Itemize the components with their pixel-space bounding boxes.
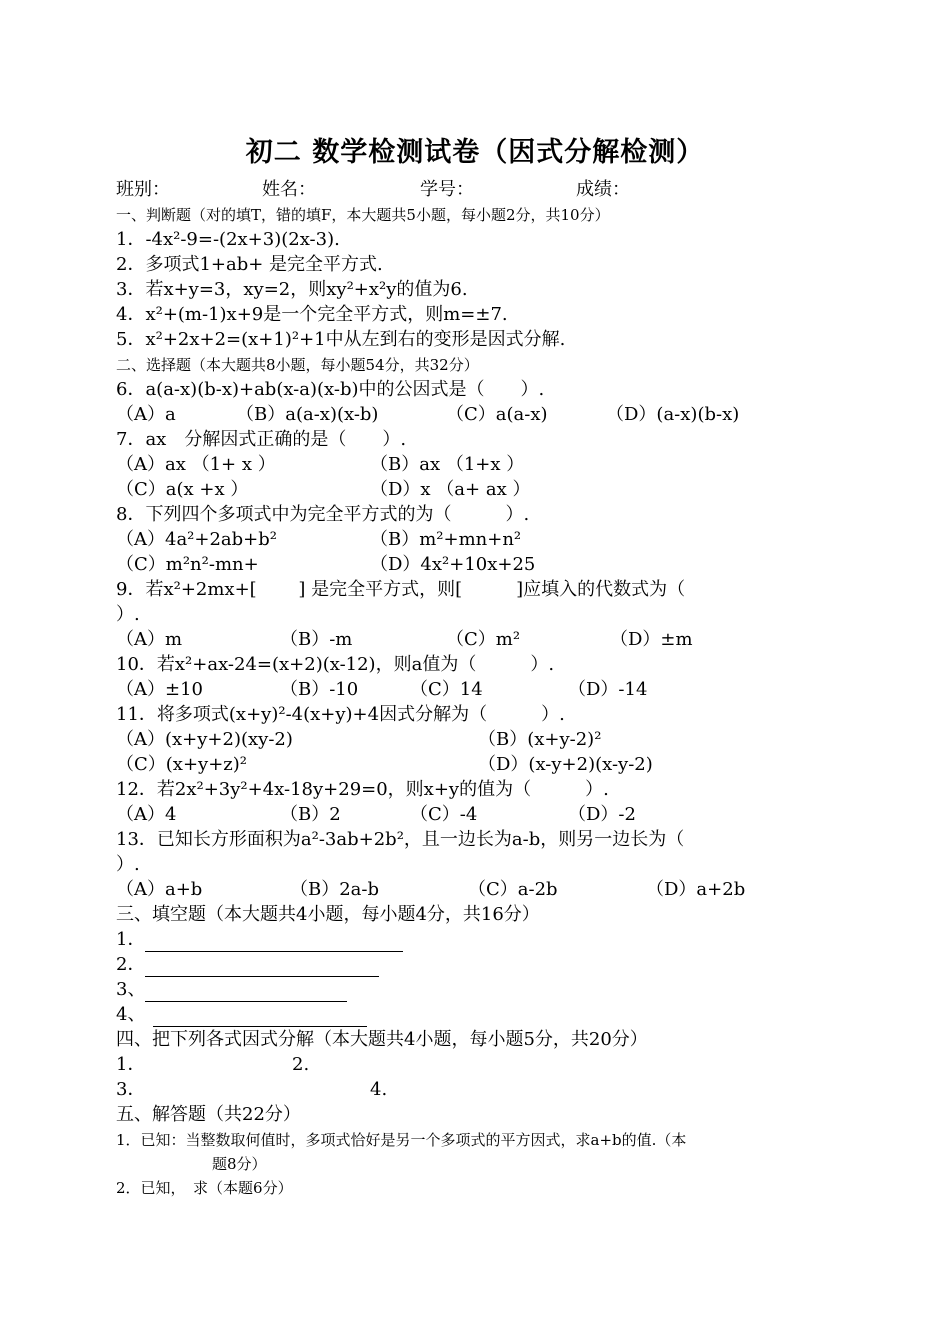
choice-question-9: 9．若x²+2mx+[ ] 是完全平方式，则[ ]应填入的代数式为（ <box>116 579 686 600</box>
q6-option-b: （B）a(a-x)(x-b) <box>236 404 379 425</box>
q9-option-c: （C）m² <box>446 629 521 650</box>
judge-question-4: 4．x²+(m-1)x+9是一个完全平方式，则m=±7. <box>116 304 508 325</box>
judge-question-2: 2．多项式1+ab+ 是完全平方式. <box>116 254 383 275</box>
choice-question-13: 13．已知长方形面积为a²-3ab+2b²，且一边长为a-b，则另一边长为（ <box>116 829 685 850</box>
fill-blank-4-line[interactable] <box>153 1008 367 1027</box>
choice-question-9-cont: ）. <box>116 604 140 625</box>
q7-option-c: （C）a(x +x ） <box>116 479 249 500</box>
q10-option-d: （D）-14 <box>568 679 648 700</box>
q10-option-c: （C）14 <box>410 679 483 700</box>
choice-question-11: 11．将多项式(x+y)²-4(x+y)+4因式分解为（ ）. <box>116 704 565 725</box>
q6-option-c: （C）a(a-x) <box>446 404 548 425</box>
fill-blank-3 <box>116 978 347 1002</box>
section-2-heading: 二、选择题（本大题共8小题，每小题54分，共32分） <box>116 356 479 374</box>
fill-blank-2 <box>116 953 379 977</box>
q12-option-d: （D）-2 <box>568 804 636 825</box>
page-title: 初二 数学检测试卷（因式分解检测） <box>245 137 705 168</box>
q12-option-c: （C）-4 <box>410 804 478 825</box>
q11-option-a: （A）(x+y+2)(xy-2) <box>116 729 293 750</box>
q11-option-d: （D）(x-y+2)(x-y-2) <box>478 754 653 775</box>
score-field-label: 成绩： <box>576 179 630 200</box>
q6-option-a: （A）a <box>116 404 176 425</box>
judge-question-1: 1．-4x²-9=-(2x+3)(2x-3). <box>116 229 340 250</box>
factor-problem-3: 3． <box>116 1079 146 1100</box>
q10-option-b: （B）-10 <box>280 679 359 700</box>
q11-option-c: （C）(x+y+z)² <box>116 754 248 775</box>
fill-blank-2-number: 2． <box>116 954 146 975</box>
choice-question-7: 7．ax 分解因式正确的是（ ）. <box>116 429 407 450</box>
q9-option-a: （A）m <box>116 629 183 650</box>
fill-blank-4-number: 4、 <box>116 1004 146 1025</box>
choice-question-8: 8．下列四个多项式中为完全平方式的为（ ）. <box>116 504 530 525</box>
fill-blank-3-line[interactable] <box>145 983 347 1002</box>
q8-option-c: （C）m²n²-mn+ <box>116 554 259 575</box>
q7-option-a: （A）ax （1+ x ） <box>116 454 276 475</box>
fill-blank-2-line[interactable] <box>145 958 379 977</box>
factor-problem-4: 4. <box>370 1079 388 1100</box>
student-id-field-label: 学号： <box>420 179 474 200</box>
choice-question-12: 12．若2x²+3y²+4x-18y+29=0，则x+y的值为（ ）. <box>116 779 609 800</box>
q8-option-b: （B）m²+mn+n² <box>370 529 522 550</box>
q10-option-a: （A）±10 <box>116 679 203 700</box>
q12-option-b: （B）2 <box>280 804 341 825</box>
q8-option-a: （A）4a²+2ab+b² <box>116 529 278 550</box>
choice-question-6: 6．a(a-x)(b-x)+ab(x-a)(x-b)中的公因式是（ ）. <box>116 379 545 400</box>
q8-option-d: （D）4x²+10x+25 <box>370 554 536 575</box>
section-3-heading: 三、填空题（本大题共4小题，每小题4分，共16分） <box>116 904 540 925</box>
q12-option-a: （A）4 <box>116 804 177 825</box>
factor-problem-1: 1． <box>116 1054 146 1075</box>
judge-question-3: 3．若x+y=3，xy=2，则xy²+x²y的值为6. <box>116 279 468 300</box>
q11-option-b: （B）(x+y-2)² <box>478 729 602 750</box>
answer-question-2: 2．已知， 求（本题6分） <box>116 1179 293 1197</box>
q9-option-d: （D）±m <box>610 629 693 650</box>
answer-question-1: 1．已知：当整数取何值时，多项式恰好是另一个多项式的平方因式，求a+b的值.（本 <box>116 1131 687 1149</box>
fill-blank-1-line[interactable] <box>145 933 403 952</box>
name-field-label: 姓名： <box>262 179 316 200</box>
class-field-label: 班别： <box>116 179 170 200</box>
choice-question-10: 10．若x²+ax-24=(x+2)(x-12)，则a值为（ ）. <box>116 654 555 675</box>
answer-question-1-cont: 题8分） <box>212 1155 267 1173</box>
q13-option-d: （D）a+2b <box>646 879 746 900</box>
choice-question-13-cont: ）. <box>116 854 140 875</box>
q13-option-b: （B）2a-b <box>290 879 380 900</box>
section-1-heading: 一、判断题（对的填T，错的填F，本大题共5小题，每小题2分，共10分） <box>116 206 610 224</box>
fill-blank-1-number: 1． <box>116 929 146 950</box>
q13-option-c: （C）a-2b <box>468 879 558 900</box>
section-5-heading: 五、解答题（共22分） <box>116 1104 301 1125</box>
q6-option-d: （D）(a-x)(b-x) <box>606 404 740 425</box>
judge-question-5: 5．x²+2x+2=(x+1)²+1中从左到右的变形是因式分解. <box>116 329 566 350</box>
fill-blank-1 <box>116 928 403 952</box>
section-4-heading: 四、把下列各式因式分解（本大题共4小题，每小题5分，共20分） <box>116 1029 648 1050</box>
fill-blank-4 <box>116 1003 367 1027</box>
q9-option-b: （B）-m <box>280 629 353 650</box>
q7-option-b: （B）ax （1+x ） <box>370 454 525 475</box>
q7-option-d: （D）x （a+ ax ） <box>370 479 531 500</box>
fill-blank-3-number: 3、 <box>116 979 146 1000</box>
q13-option-a: （A）a+b <box>116 879 203 900</box>
factor-problem-2: 2. <box>292 1054 310 1075</box>
